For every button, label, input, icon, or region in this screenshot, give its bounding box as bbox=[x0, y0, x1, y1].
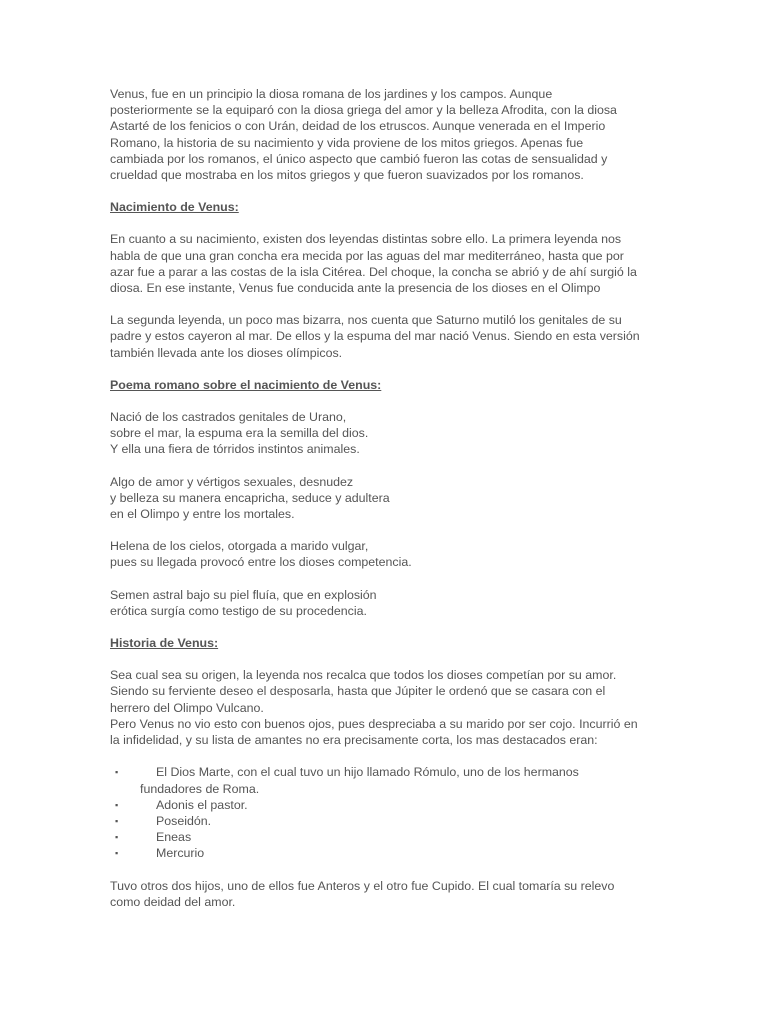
list-item-text: Adonis el pastor. bbox=[156, 797, 248, 812]
square-bullet-icon: ▪ bbox=[115, 767, 119, 778]
list-item bbox=[110, 764, 670, 796]
list-item-text: El Dios Marte, con el cual tuvo un hijo llamado Rómulo, uno de los hermanos bbox=[156, 765, 579, 780]
birth-paragraph-2: La segunda leyenda, un poco mas bizarra, nos cuenta que Saturno mutiló los genitales de su padre y estos cayeron al mar. De ellos y la espuma del mar nació Venus. Siendo en esta versión también llevada ante los dioses olímpicos. bbox=[110, 313, 640, 360]
list-item bbox=[110, 829, 670, 845]
lovers-list bbox=[110, 764, 670, 861]
poem-stanza-1: Nació de los castrados genitales de Urano, sobre el mar, la espuma era la semilla del dios. Y ella una fiera de tórridos instintos animales. bbox=[110, 410, 369, 457]
square-bullet-icon: ▪ bbox=[115, 848, 119, 859]
list-item bbox=[110, 813, 670, 829]
poem-stanza-2: Algo de amor y vértigos sexuales, desnudez y belleza su manera encapricha, seduce y adultera en el Olimpo y entre los mortales. bbox=[110, 474, 390, 522]
heading-history: Historia de Venus: bbox=[110, 636, 219, 651]
list-item-continuation: fundadores de Roma. bbox=[140, 781, 260, 796]
intro-paragraph: Venus, fue en un principio la diosa romana de los jardines y los campos. Aunque posteriormente se la equiparó con la diosa griega del amor y la belleza Afrodita, con la diosa Astarté de los fenicios o con Urán, deidad de los etruscos. Aunque venerada en el Imperio Romano, la historia de su nacimiento y vida proviene de los mitos griegos. Apenas fue cambiada por los romanos, el único aspecto que cambió fueron las cotas de sensualidad y crueldad que mostraba en los mitos griegos y que fueron suavizados por los romanos. bbox=[110, 87, 617, 183]
list-item-text: Mercurio bbox=[156, 846, 205, 861]
closing-paragraph: Tuvo otros dos hijos, uno de ellos fue Anteros y el otro fue Cupido. El cual tomaría su relevo como deidad del amor. bbox=[110, 878, 615, 909]
square-bullet-icon: ▪ bbox=[115, 799, 119, 810]
poem-stanza-4: Semen astral bajo su piel fluía, que en explosión erótica surgía como testigo de su procedencia. bbox=[110, 587, 377, 618]
poem-stanza-3: Helena de los cielos, otorgada a marido vulgar, pues su llegada provocó entre los dioses competencia. bbox=[110, 539, 412, 570]
square-bullet-icon: ▪ bbox=[115, 815, 119, 826]
history-paragraph: Sea cual sea su origen, la leyenda nos recalca que todos los dioses competían por su amor. Siendo su ferviente deseo el desposarla, hasta que Júpiter le ordenó que se casara con el herrero del Olimpo Vulcano. Pero Venus no vio esto con buenos ojos, pues despreciaba a su marido por ser cojo. Incurrió en la infidelidad, y su lista de amantes no era precisamente corta, los mas destacados eran: bbox=[110, 668, 638, 748]
heading-birth: Nacimiento de Venus: bbox=[110, 200, 239, 215]
list-item-text: Eneas bbox=[156, 830, 192, 845]
square-bullet-icon: ▪ bbox=[115, 832, 119, 843]
document-page bbox=[110, 86, 670, 910]
list-item bbox=[110, 797, 670, 813]
heading-poem: Poema romano sobre el nacimiento de Venus: bbox=[110, 377, 382, 392]
birth-paragraph-1: En cuanto a su nacimiento, existen dos leyendas distintas sobre ello. La primera leyenda nos habla de que una gran concha era mecida por las aguas del mar mediterráneo, hasta que por azar fue a parar a las costas de la isla Citérea. Del choque, la concha se abrió y de ahí surgió la diosa. En ese instante, Venus fue conducida ante la presencia de los dioses en el Olimpo bbox=[110, 232, 637, 296]
list-item-text: Poseidón. bbox=[156, 813, 212, 828]
list-item bbox=[110, 845, 670, 861]
